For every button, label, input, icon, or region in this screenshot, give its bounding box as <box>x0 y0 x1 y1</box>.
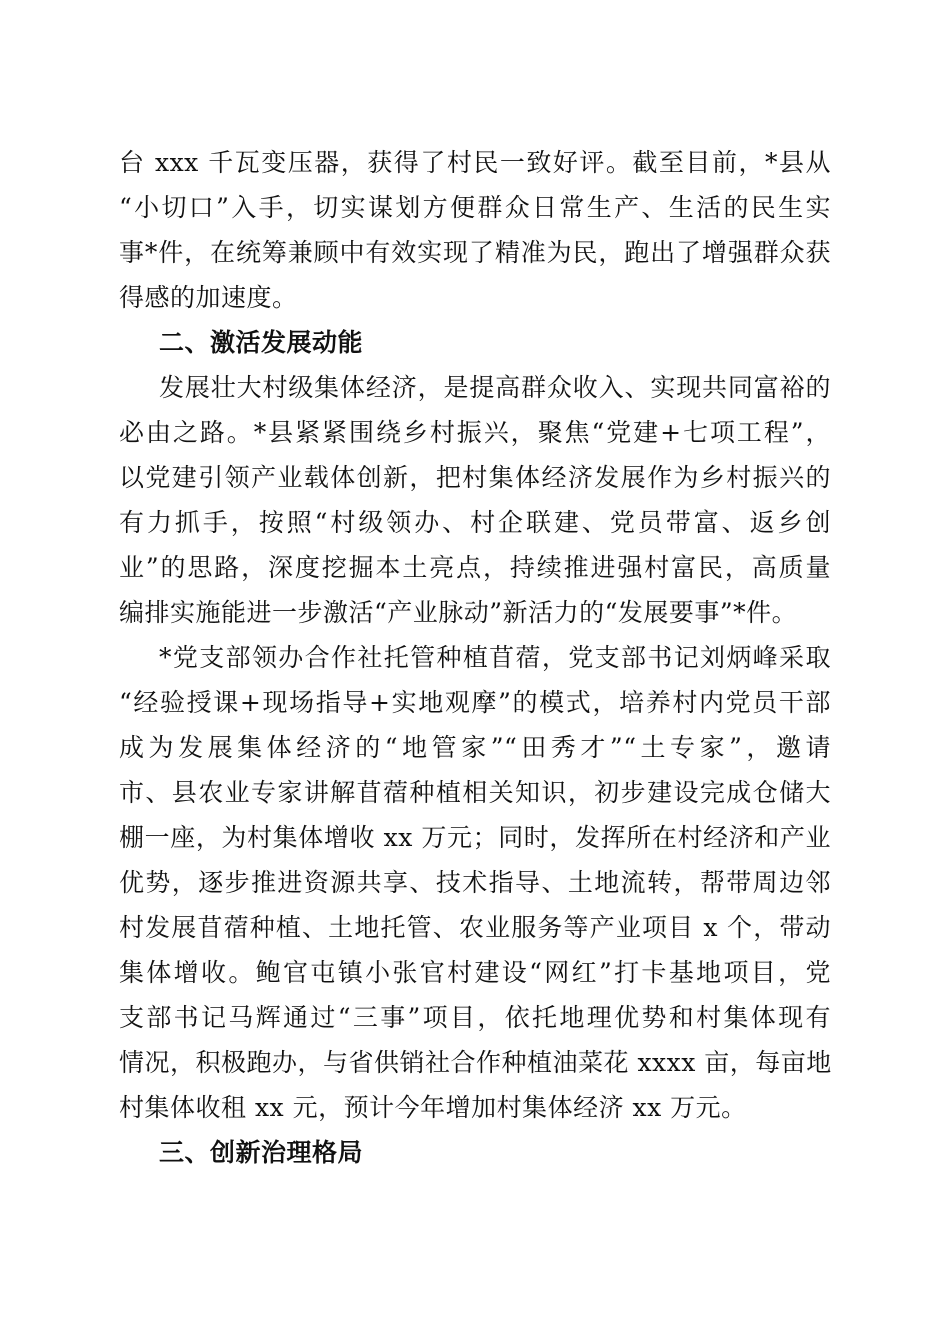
paragraph-3-line-5: 棚一座，为村集体增收 xx 万元；同时，发挥所在村经济和产业 <box>119 823 831 852</box>
paragraph-2-line-1: 发展壮大村级集体经济，是提高群众收入、实现共同富裕的 <box>159 373 831 402</box>
paragraph-1-line-2: “小切口”入手，切实谋划方便群众日常生产、生活的民生实 <box>119 193 831 222</box>
paragraph-3-line-8: 集体增收。鲍官屯镇小张官村建设“网红”打卡基地项目，党 <box>119 958 831 987</box>
paragraph-2-line-5: 业”的思路，深度挖掘本土亮点，持续推进强村富民，高质量 <box>119 553 831 582</box>
section-heading-2: 二、激活发展动能 <box>159 328 364 357</box>
paragraph-3-line-7: 村发展苜蓿种植、土地托管、农业服务等产业项目 x 个，带动 <box>119 913 831 942</box>
paragraph-3-line-1: *党支部领办合作社托管种植苜蓿，党支部书记刘炳峰采取 <box>159 643 831 672</box>
paragraph-3-line-4: 市、县农业专家讲解苜蓿种植相关知识，初步建设完成仓储大 <box>119 778 831 807</box>
paragraph-3-line-6: 优势，逐步推进资源共享、技术指导、土地流转，帮带周边邻 <box>119 868 831 897</box>
paragraph-2-line-3: 以党建引领产业载体创新，把村集体经济发展作为乡村振兴的 <box>119 463 831 492</box>
paragraph-2-line-2: 必由之路。*县紧紧围绕乡村振兴，聚焦“党建+七项工程”， <box>119 418 831 447</box>
paragraph-2-line-6: 编排实施能进一步激活“产业脉动”新活力的“发展要事”*件。 <box>119 598 798 627</box>
paragraph-1-line-1: 台 xxx 千瓦变压器，获得了村民一致好评。截至目前，*县从 <box>119 148 831 177</box>
paragraph-3-line-2: “经验授课+现场指导+实地观摩”的模式，培养村内党员干部 <box>119 688 831 717</box>
paragraph-3-line-3: 成为发展集体经济的“地管家”“田秀才”“土专家”，邀请 <box>119 733 831 762</box>
paragraph-3-line-11: 村集体收租 xx 元，预计今年增加村集体经济 xx 万元。 <box>119 1093 747 1122</box>
paragraph-1-line-3: 事*件，在统筹兼顾中有效实现了精准为民，跑出了增强群众获 <box>119 238 831 267</box>
section-heading-3: 三、创新治理格局 <box>159 1138 364 1167</box>
paragraph-3-line-10: 情况，积极跑办，与省供销社合作种植油菜花 xxxx 亩，每亩地 <box>119 1048 832 1077</box>
paragraph-2-line-4: 有力抓手，按照“村级领办、村企联建、党员带富、返乡创 <box>119 508 831 537</box>
paragraph-3-line-9: 支部书记马辉通过“三事”项目，依托地理优势和村集体现有 <box>119 1003 831 1032</box>
paragraph-1-line-4: 得感的加速度。 <box>119 283 298 312</box>
